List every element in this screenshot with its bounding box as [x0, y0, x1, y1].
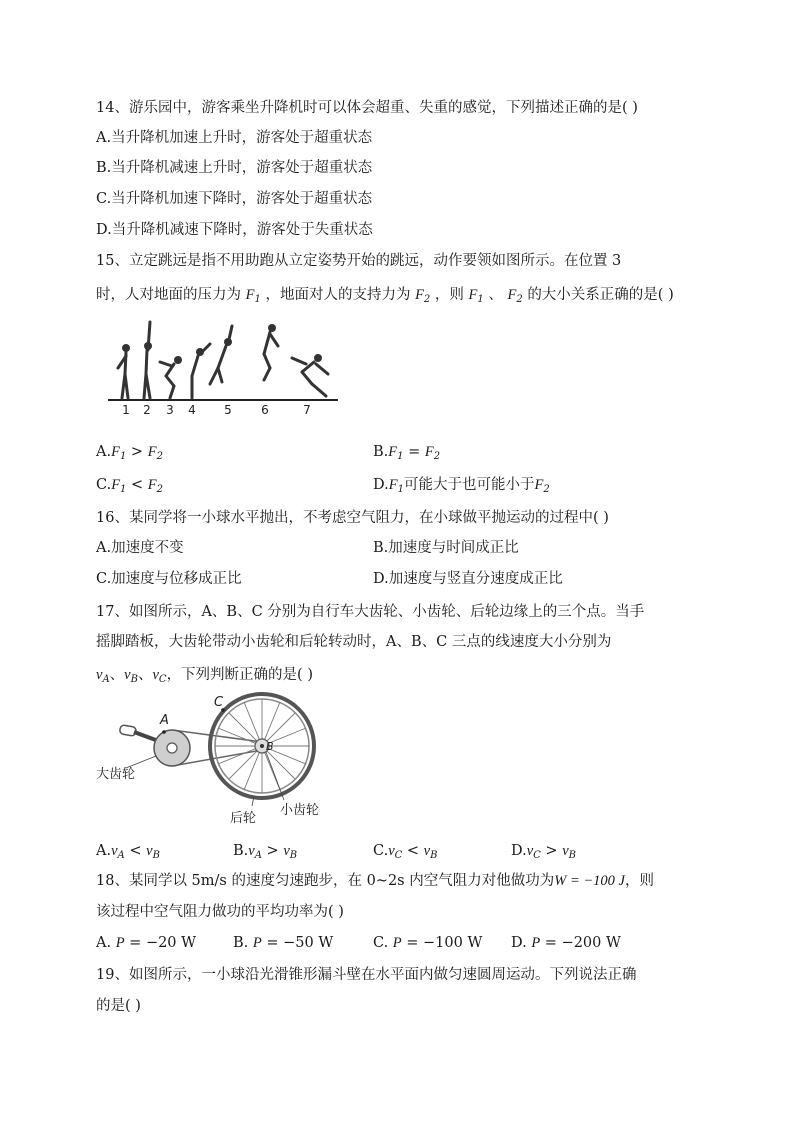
q17-stem-line1: 17、如图所示，A、B、C 分别为自行车大齿轮、小齿轮、后轮边缘上的三个点。当手	[96, 604, 645, 620]
q14-stem: 14、游乐园中，游客乘坐升降机时可以体会超重、失重的感觉，下列描述正确的是( )	[96, 100, 638, 116]
point-c-label: C	[214, 695, 224, 710]
q14-option-c: C.当升降机加速下降时，游客处于超重状态	[96, 191, 373, 207]
q17-option-a: $A.v_A < v_B$	[96, 843, 160, 861]
position-label: 3	[166, 403, 174, 417]
q18-option-b: B. P = −50 W	[233, 935, 334, 951]
q16-stem: 16、某同学将一小球水平抛出，不考虑空气阻力，在小球做平抛运动的过程中( )	[96, 510, 609, 526]
point-b-label: B	[266, 740, 274, 753]
q14-option-a: A.当升降机加速上升时，游客处于超重状态	[96, 130, 373, 146]
position-label: 7	[303, 403, 311, 417]
q18-option-c: C. P = −100 W	[373, 935, 483, 951]
position-label: 1	[122, 403, 130, 417]
q15-option-c: $C.F_1 < F_2$	[96, 477, 164, 495]
q19-stem-line1: 19、如图所示，一小球沿光滑锥形漏斗壁在水平面内做匀速圆周运动。下列说法正确	[96, 967, 637, 983]
big-gear-label: 大齿轮	[96, 767, 136, 782]
q15-stem-line2: 时，人对地面的压力为 $F_1$ ，地面对人的支持力为 $F_2$ ，则 $F_1$ 、 $F_2$ 的大小关系正确的是( )	[96, 287, 674, 305]
q17-stem-line2: 摇脚踏板，大齿轮带动小齿轮和后轮转动时，A、B、C 三点的线速度大小分别为	[96, 634, 612, 650]
q19-stem-line2: 的是( )	[96, 998, 141, 1014]
q14-option-d: D.当升降机减速下降时，游客处于失重状态	[96, 222, 373, 238]
q16-option-c: C.加速度与位移成正比	[96, 571, 242, 587]
q18-stem-line2: 该过程中空气阻力做功的平均功率为( )	[96, 904, 344, 920]
q17-option-d: $D.v_C > v_B$	[511, 843, 576, 861]
q14-option-b: B.当升降机减速上升时，游客处于超重状态	[96, 160, 373, 176]
position-label: 4	[188, 403, 196, 417]
q18-option-a: A. P = −20 W	[96, 935, 197, 951]
standing-long-jump-figure	[106, 316, 340, 418]
bicycle-gear-figure	[94, 692, 344, 834]
q18-option-d: D. P = −200 W	[511, 935, 621, 951]
position-label: 5	[224, 403, 232, 417]
position-label: 2	[143, 403, 151, 417]
point-a-label: A	[160, 713, 169, 728]
q15-option-a: $A.F_1 > F_2$	[96, 444, 163, 462]
q17-option-b: $B.v_A > v_B$	[233, 843, 298, 861]
position-label: 6	[261, 403, 269, 417]
q16-option-b: B.加速度与时间成正比	[373, 540, 519, 556]
q18-stem-line1: 18、某同学以 5m/s 的速度匀速跑步，在 0~2s 内空气阻力对他做功为W = −100 J，则	[96, 873, 654, 889]
small-gear-label: 小齿轮	[280, 803, 320, 818]
q15-option-b: $B.F_1 = F_2$	[373, 444, 441, 462]
q15-option-d: $D.F_1$可能大于也可能小于$F_2$	[373, 477, 550, 495]
q17-option-c: $C.v_C < v_B$	[373, 843, 438, 861]
q15-stem-line1: 15、立定跳远是指不用助跑从立定姿势开始的跳远，动作要领如图所示。在位置 3	[96, 253, 622, 269]
q16-option-d: D.加速度与竖直分速度成正比	[373, 571, 563, 587]
q16-option-a: A.加速度不变	[96, 540, 184, 556]
rear-wheel-label: 后轮	[230, 811, 257, 826]
q17-stem-line3: $v_A$、$v_B$、$v_C$，下列判断正确的是( )	[96, 667, 313, 685]
